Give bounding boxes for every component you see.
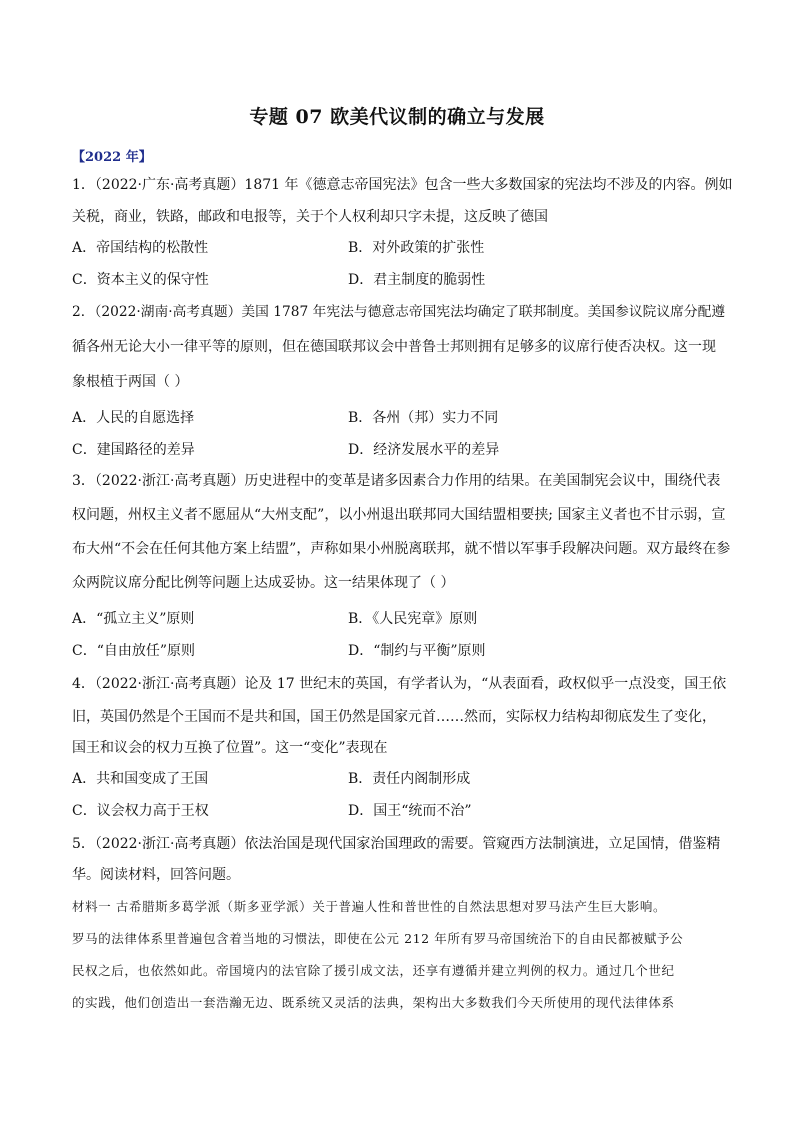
question-1-option-a: A．帝国结构的松散性	[72, 240, 209, 256]
question-3-option-c: C．“自由放任”原则	[72, 643, 196, 659]
question-2-option-a: A．人民的自愿选择	[72, 410, 195, 426]
question-4-option-c: C．议会权力高于王权	[72, 803, 209, 819]
material-1-line-3: 民权之后，也依然如此。帝国境内的法官除了援引成文法，还享有遵循并建立判例的权力。通过几个世纪	[72, 963, 675, 978]
question-3-option-d: D．“制约与平衡”原则	[348, 643, 486, 659]
question-2-option-c: C．建国路径的差异	[72, 442, 195, 458]
question-1-option-c: C．资本主义的保守性	[72, 272, 209, 288]
question-3-option-a: A．“孤立主义”原则	[72, 611, 195, 627]
material-1-line-4: 的实践，他们创造出一套浩瀚无边、既系统又灵活的法典，架构出大多数我们今天所使用的现代法律体系	[72, 995, 675, 1010]
question-1-line-2: 关税，商业，铁路，邮政和电报等，关于个人权利却只字未提，这反映了德国	[72, 209, 548, 225]
question-4-line-2: 旧，英国仍然是个王国而不是共和国，国王仍然是国家元首……然而，实际权力结构却彻底发生了变化，	[72, 709, 716, 725]
question-1-option-b: B．对外政策的扩张性	[348, 240, 485, 256]
question-4-option-d: D．国王“统而不治”	[348, 803, 472, 819]
question-2-line-3: 象根植于两国（ ）	[72, 374, 189, 390]
question-1-line-1: 1．（2022·广东·高考真题）1871 年《德意志帝国宪法》包含一些大多数国家的宪法均不涉及的内容。例如	[72, 177, 733, 193]
material-1-line-1: 材料一 古希腊斯多葛学派（斯多亚学派）关于普遍人性和普世性的自然法思想对罗马法产生巨大影响。	[72, 899, 667, 914]
question-5-line-1: 5．（2022·浙江·高考真题）依法治国是现代国家治国理政的需要。管窥西方法制演进，立足国情，借鉴精	[72, 836, 721, 852]
question-5-line-2: 华。阅读材料，回答问题。	[72, 867, 240, 883]
material-1-line-2: 罗马的法律体系里普遍包含着当地的习惯法，即使在公元 212 年所有罗马帝国统治下的自由民都被赋予公	[72, 931, 684, 946]
question-4-line-3: 国王和议会的权力互换了位置”。这一“变化”表现在	[72, 740, 388, 756]
question-3-option-b: B．《人民宪章》原则	[348, 611, 478, 627]
page-title: 专题 07 欧美代议制的确立与发展	[249, 106, 545, 128]
question-2-option-d: D．经济发展水平的差异	[348, 442, 500, 458]
question-3-line-2: 权问题，州权主义者不愿屈从“大州支配”，以小州退出联邦同大国结盟相要挟; 国家主义者也不甘示弱，宣	[72, 507, 726, 523]
question-3-line-3: 布大州“不会在任何其他方案上结盟”，声称如果小州脱离联邦，就不惜以军事手段解决问题。双方最终在参	[72, 541, 731, 557]
question-2-option-b: B．各州（邦）实力不同	[348, 410, 499, 426]
question-3-line-4: 众两院议席分配比例等问题上达成妥协。这一结果体现了（ ）	[72, 575, 455, 591]
question-3-line-1: 3．（2022·浙江·高考真题）历史进程中的变革是诸多因素合力作用的结果。在美国制宪会议中，围绕代表	[72, 473, 721, 489]
question-1-option-d: D．君主制度的脆弱性	[348, 272, 486, 288]
question-4-option-a: A．共和国变成了王国	[72, 771, 209, 787]
question-2-line-1: 2．（2022·湖南·高考真题）美国 1787 年宪法与德意志帝国宪法均确定了联邦制度。美国参议院议席分配遵	[72, 304, 726, 320]
question-4-line-1: 4．（2022·浙江·高考真题）论及 17 世纪末的英国，有学者认为，“从表面看，政权似乎一点没变，国王依	[72, 676, 727, 692]
question-4-option-b: B．责任内阁制形成	[348, 771, 471, 787]
section-tag-2022: 【2022 年】	[72, 150, 152, 165]
question-2-line-2: 循各州无论大小一律平等的原则，但在德国联邦议会中普鲁士邦则拥有足够多的议席行使否决权。这一现	[72, 339, 716, 355]
